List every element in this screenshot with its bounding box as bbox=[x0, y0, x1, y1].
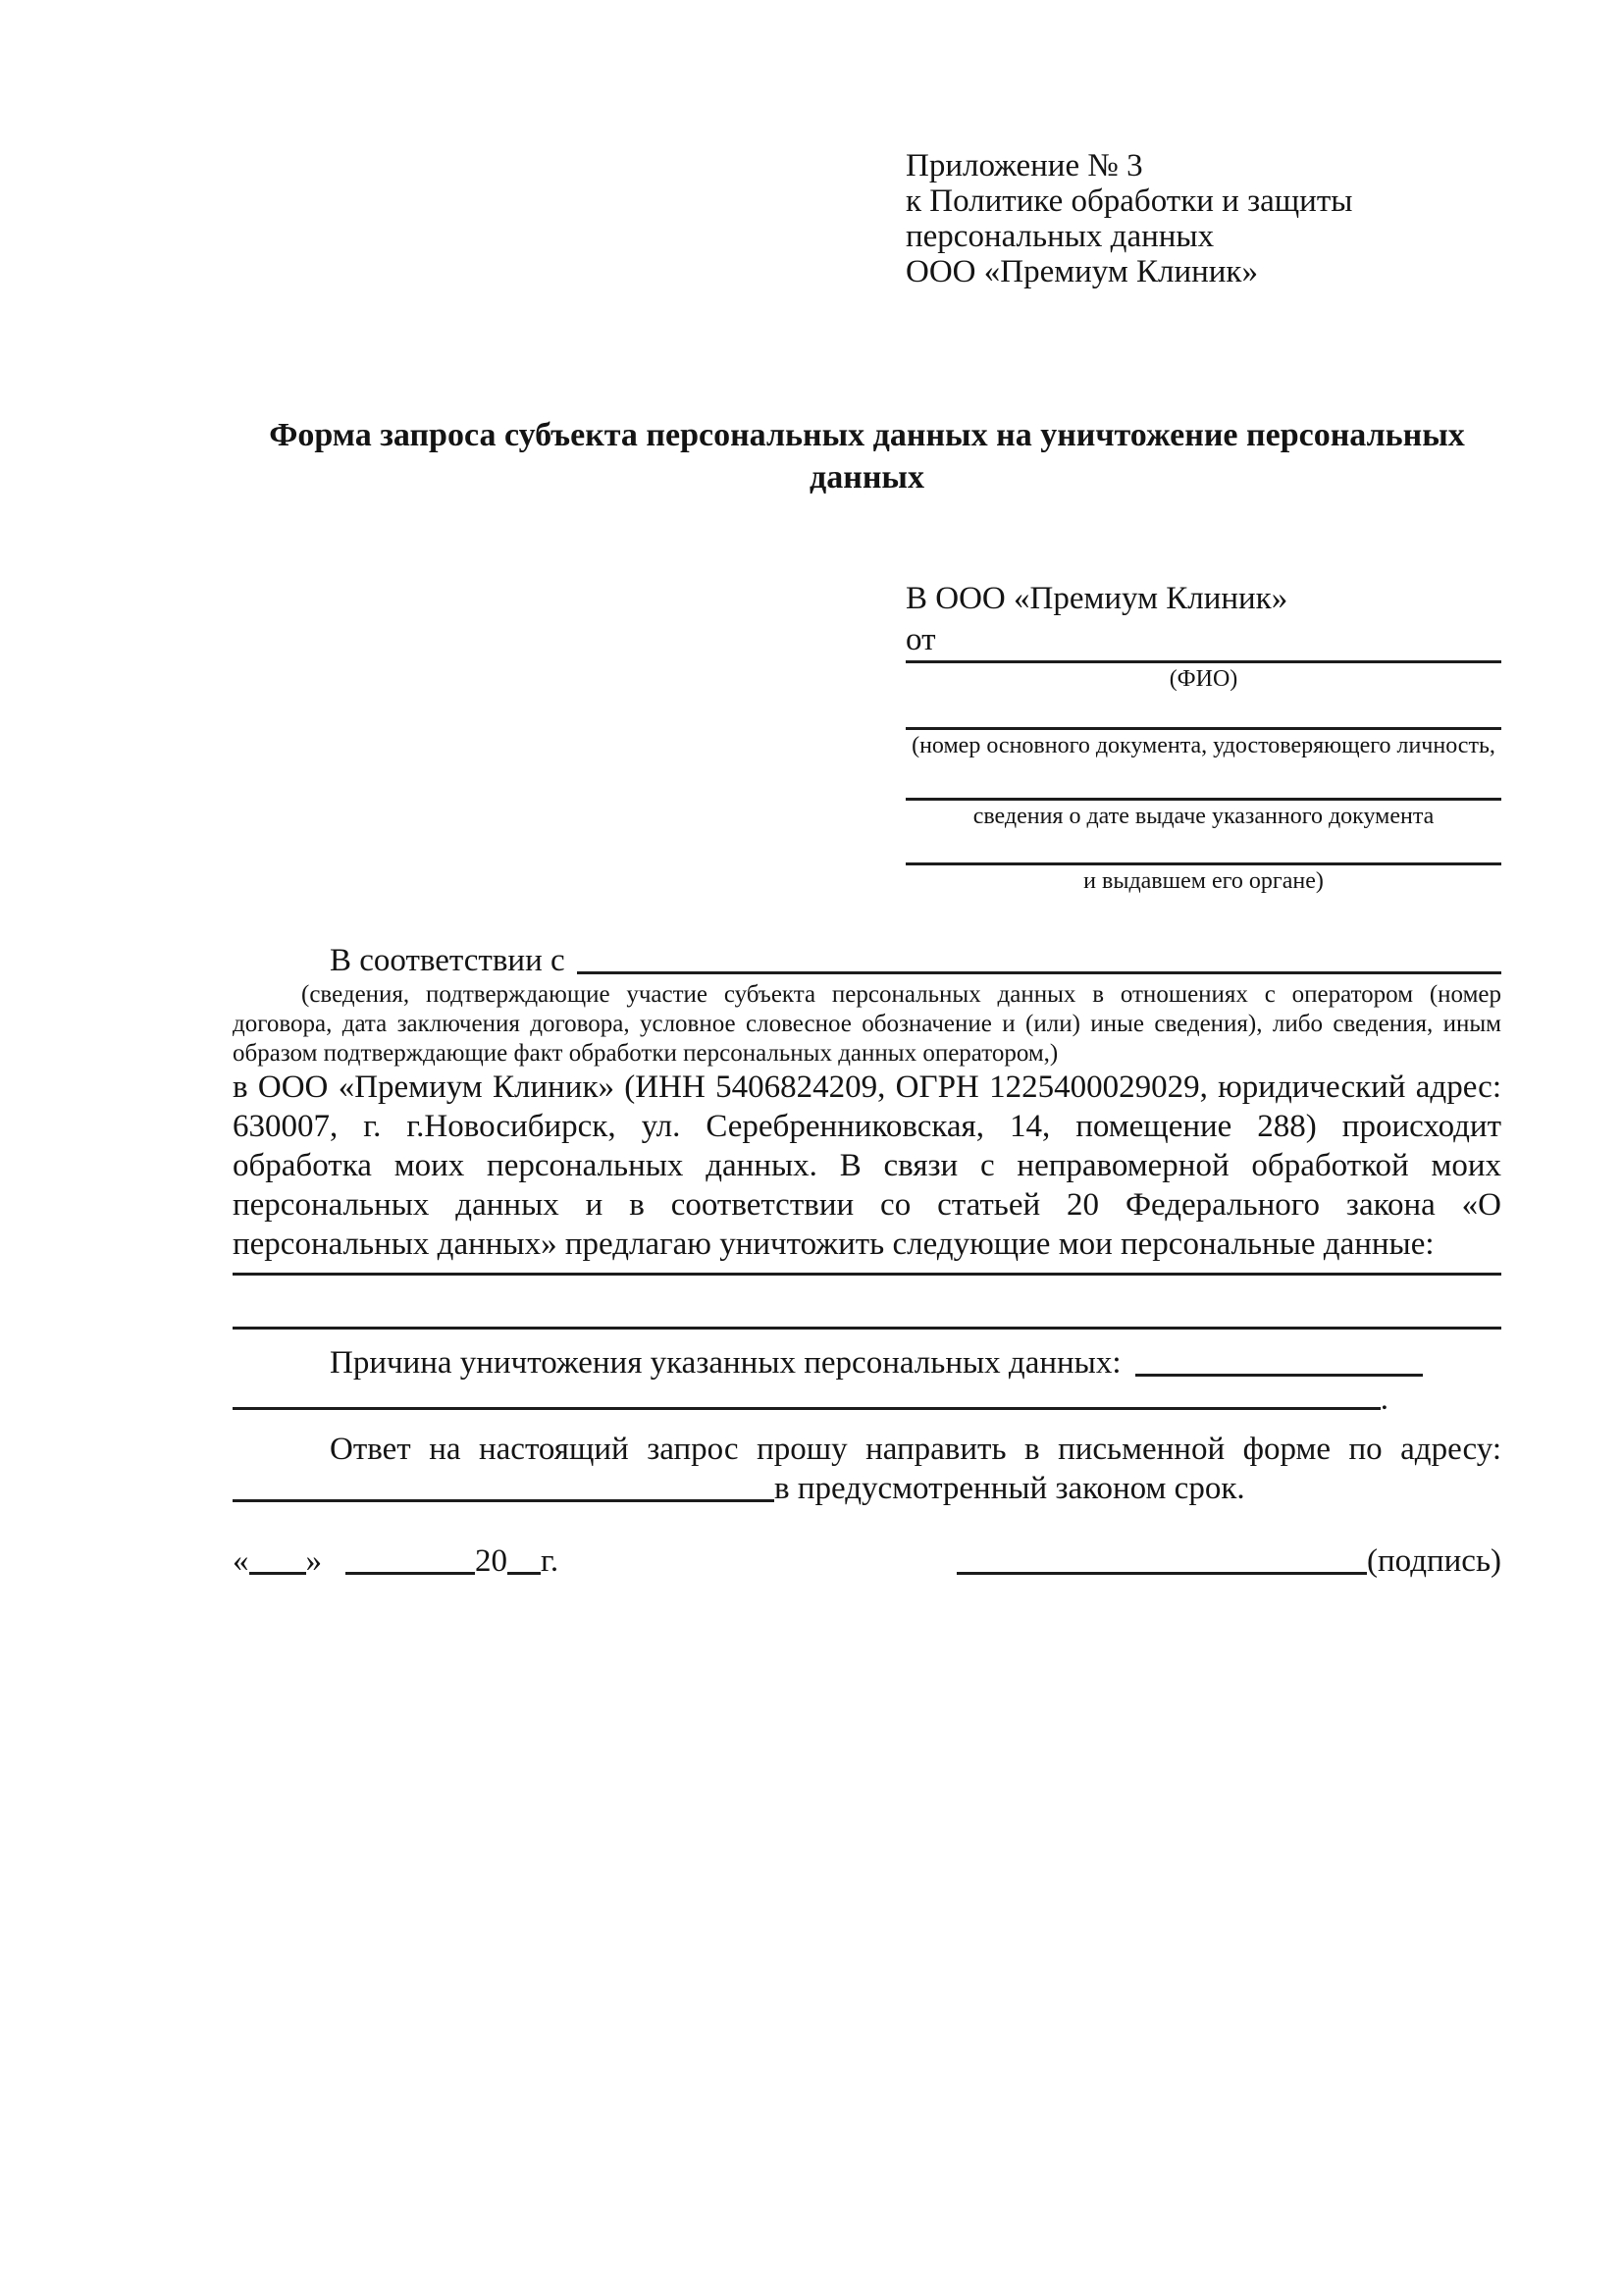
appendix-number: Приложение № 3 bbox=[906, 148, 1143, 183]
date-year-blank bbox=[507, 1566, 541, 1575]
issuing-authority-caption: и выдавшем его органе) bbox=[1083, 868, 1324, 895]
issue-date-caption: сведения о дате выдаче указанного документа bbox=[972, 804, 1435, 830]
date-month-blank bbox=[345, 1566, 475, 1575]
data-blank-line-1 bbox=[233, 1265, 1501, 1276]
date-field bbox=[233, 1541, 558, 1581]
appendix-policy-line: к Политике обработки и защиты bbox=[906, 183, 1353, 219]
response-sentence: Ответ на настоящий запрос прошу направить в письменной форме по адресу: bbox=[330, 1432, 1501, 1468]
issuing-authority-blank-line bbox=[906, 831, 1501, 865]
document-number-field bbox=[906, 694, 1501, 760]
signature-caption: (подпись) bbox=[1367, 1543, 1501, 1580]
line-terminator: . bbox=[1380, 1382, 1388, 1418]
reason-continuation-blank-line bbox=[233, 1407, 1381, 1410]
accordance-row bbox=[233, 941, 1501, 980]
main-paragraph: в ООО «Премиум Клиник» (ИНН 5406824209, ОГРН 1225400029029, юридический адрес: 630007, г. г.Новосибирск, ул. Серебренниковская, 14, помещение 288) происходит обработка моих персональных данных. В связи с неправомерной обработкой моих персональных данных и в соответствии со статьей 20 Федерального закона «О персональных данных» предлагаю уничтожить следующие мои персональные данные: bbox=[233, 1070, 1501, 1263]
issue-date-blank-line bbox=[906, 760, 1501, 801]
reason-blank-line bbox=[1135, 1343, 1423, 1377]
fio-field bbox=[906, 660, 1501, 694]
fio-caption: (ФИО) bbox=[1169, 666, 1238, 693]
document-number-blank-line bbox=[906, 694, 1501, 730]
date-year-suffix: г. bbox=[541, 1543, 559, 1580]
addressee-company: В ООО «Премиум Клиник» bbox=[906, 580, 1288, 616]
accordance-blank-line bbox=[577, 941, 1501, 974]
appendix-policy-line2: персональных данных bbox=[906, 218, 1215, 254]
reason-label: Причина уничтожения указанных персональных данных: bbox=[330, 1345, 1122, 1382]
response-tail-row bbox=[233, 1469, 1501, 1508]
issuing-authority-field bbox=[906, 831, 1501, 896]
accordance-note: (сведения, подтверждающие участие субъекта персональных данных в отношениях с оператором (номер договора, дата заключения договора, условное словесное обозначение и (или) иные сведения), либо сведения, иным образом подтверждающие факт обработки персональных данных оператором,) bbox=[233, 981, 1501, 1068]
signature-field bbox=[957, 1541, 1501, 1581]
date-open-quote: « bbox=[233, 1543, 249, 1580]
date-day-blank bbox=[249, 1566, 306, 1575]
appendix-company: ООО «Премиум Клиник» bbox=[906, 253, 1258, 289]
reason-row bbox=[233, 1343, 1501, 1383]
signature-blank-line bbox=[957, 1566, 1367, 1575]
footer-row bbox=[233, 1541, 1501, 1581]
appendix-header bbox=[906, 149, 1501, 290]
response-tail: в предусмотренный законом срок. bbox=[774, 1471, 1245, 1507]
addressee-from-label: от bbox=[906, 622, 936, 658]
issue-date-field bbox=[906, 760, 1501, 831]
date-close-quote: » bbox=[305, 1543, 322, 1580]
date-year-prefix: 20 bbox=[475, 1543, 507, 1580]
accordance-label: В соответствии с bbox=[330, 943, 565, 979]
reason-continuation-row bbox=[233, 1383, 1388, 1416]
addressee-block bbox=[906, 578, 1501, 896]
data-blank-line-2 bbox=[233, 1276, 1501, 1330]
document-number-caption: (номер основного документа, удостоверяющего личность, bbox=[912, 733, 1495, 759]
address-blank-line bbox=[233, 1493, 774, 1502]
document-title: Форма запроса субъекта персональных данных на уничтожение персональных данных bbox=[269, 416, 1465, 496]
